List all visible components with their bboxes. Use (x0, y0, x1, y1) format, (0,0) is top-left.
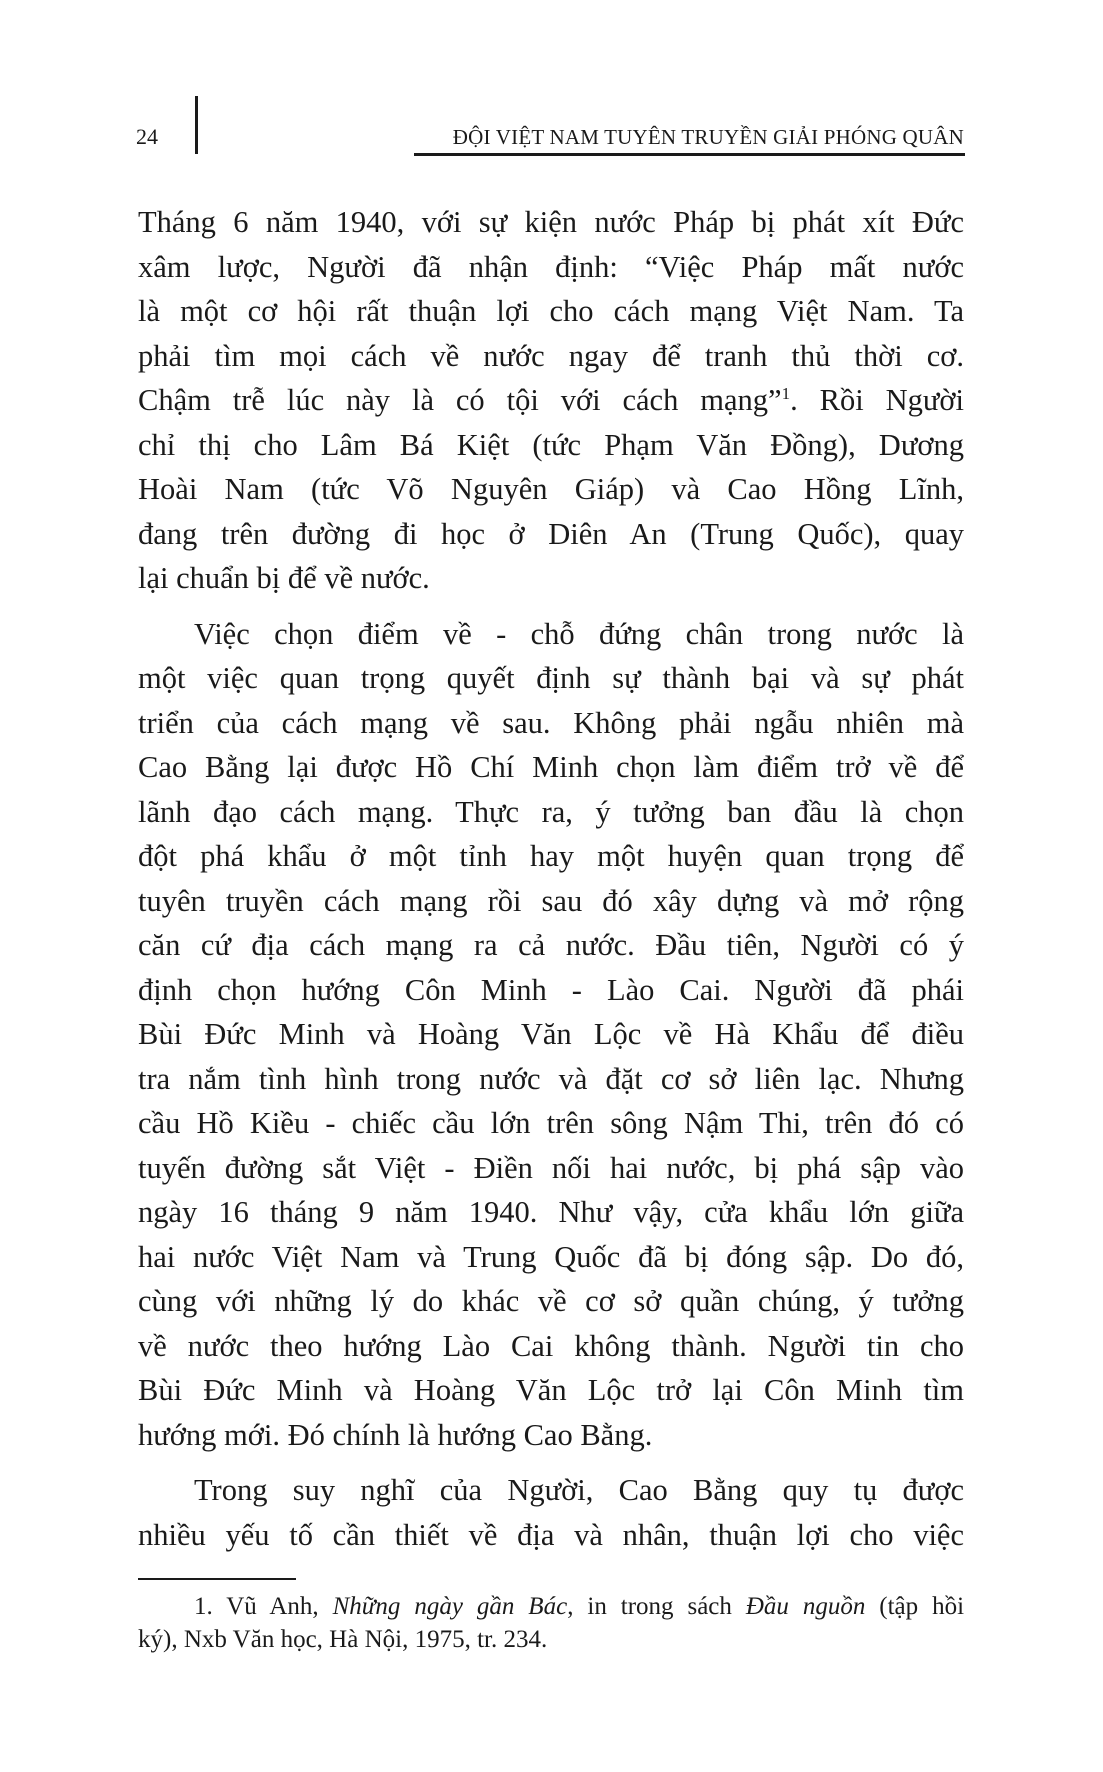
text-line: đột phá khẩu ở một tỉnh hay một huyện quan trọng để (138, 839, 964, 873)
text-line: hướng mới. Đó chính là hướng Cao Bằng. (138, 1417, 653, 1452)
text-line (138, 378, 964, 423)
paragraph-2 (138, 612, 964, 1458)
text-line: là một cơ hội rất thuận lợi cho cách mạng Việt Nam. Ta (138, 294, 964, 328)
text-line: hai nước Việt Nam và Trung Quốc đã bị đóng sập. Do đó, (138, 1239, 964, 1274)
text-line: tra nắm tình hình trong nước và đặt cơ sở liên lạc. Nhưng (138, 1061, 964, 1096)
header-divider-vertical (195, 96, 198, 154)
text-line: căn cứ địa cách mạng ra cả nước. Đầu tiên, Người có ý (138, 928, 964, 962)
text-line: phải tìm mọi cách về nước ngay để tranh thủ thời cơ. (138, 338, 964, 373)
header-underline (414, 153, 965, 156)
page-number: 24 (136, 124, 158, 149)
text-line: Trong suy nghĩ của Người, Cao Bằng quy tụ được (194, 1473, 964, 1507)
text-line: một việc quan trọng quyết định sự thành bại và sự phát (138, 661, 964, 695)
text-line: Việc chọn điểm về - chỗ đứng chân trong nước là (194, 616, 964, 651)
footnote-reference[interactable]: 1 (781, 384, 791, 403)
paragraph-1 (138, 200, 964, 601)
footnote-line (138, 1590, 964, 1623)
text-line: tuyến đường sắt Việt - Điền nối hai nước, bị phá sập vào (138, 1150, 964, 1185)
text-line: chỉ thị cho Lâm Bá Kiệt (tức Phạm Văn Đồng), Dương (138, 427, 964, 462)
footnote-text: 1. Vũ Anh, (194, 1593, 333, 1620)
text-line: Cao Bằng lại được Hồ Chí Minh chọn làm điểm trở về để (138, 750, 964, 784)
footnote-line: ký), Nxb Văn học, Hà Nội, 1975, tr. 234. (138, 1626, 548, 1653)
footnote-title: Những ngày gần Bác (332, 1593, 568, 1620)
text-line: về nước theo hướng Lào Cai không thành. Người tin cho (138, 1328, 964, 1363)
footnote-text: (tập hồi (865, 1593, 965, 1620)
text-line: cùng với những lý do khác về cơ sở quần chúng, ý tưởng (138, 1284, 964, 1318)
text-line: cầu Hồ Kiều - chiếc cầu lớn trên sông Nậm Thi, trên đó có (138, 1106, 964, 1140)
text-line: định chọn hướng Côn Minh - Lào Cai. Người đã phái (138, 972, 964, 1007)
running-title: ĐỘI VIỆT NAM TUYÊN TRUYỀN GIẢI PHÓNG QUÂN (452, 125, 964, 149)
text-line: Tháng 6 năm 1940, với sự kiện nước Pháp bị phát xít Đức (138, 205, 964, 239)
text-line: nhiều yếu tố cần thiết về địa và nhân, thuận lợi cho việc (138, 1517, 964, 1552)
text-line: tuyên truyền cách mạng rồi sau đó xây dựng và mở rộng (138, 883, 964, 918)
text-segment: Chậm trễ lúc này là có tội với cách mạng” (138, 383, 782, 417)
text-line: triển của cách mạng về sau. Không phải ngẫu nhiên mà (138, 705, 964, 740)
body-text (138, 200, 964, 1568)
text-line: xâm lược, Người đã nhận định: “Việc Pháp mất nước (138, 249, 964, 284)
footnote (138, 1590, 964, 1656)
footnote-text: , in trong sách (567, 1593, 746, 1620)
text-line: ngày 16 tháng 9 năm 1940. Như vậy, cửa khẩu lớn giữa (138, 1195, 964, 1229)
text-line: Bùi Đức Minh và Hoàng Văn Lộc về Hà Khẩu để điều (138, 1017, 964, 1051)
text-line: lại chuẩn bị để về nước. (138, 561, 430, 595)
footnote-source: Đầu nguồn (745, 1593, 866, 1620)
text-line: lãnh đạo cách mạng. Thực ra, ý tưởng ban đầu là chọn (138, 794, 964, 829)
text-line: Hoài Nam (tức Võ Nguyên Giáp) và Cao Hồng Lĩnh, (138, 472, 964, 506)
paragraph-3 (138, 1468, 964, 1557)
footnote-separator (138, 1578, 296, 1580)
text-line: đang trên đường đi học ở Diên An (Trung Quốc), quay (138, 516, 964, 551)
text-line: Bùi Đức Minh và Hoàng Văn Lộc trở lại Côn Minh tìm (138, 1373, 964, 1407)
text-segment: . Rồi Người (790, 383, 964, 417)
